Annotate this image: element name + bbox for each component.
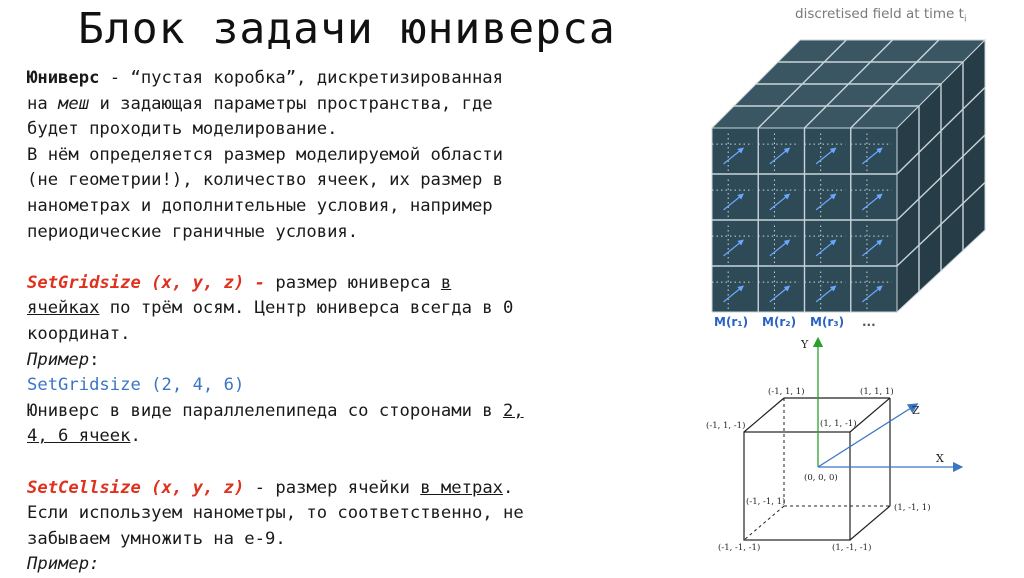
text-span: и задающая параметры пространства, где — [89, 93, 493, 114]
page-title: Блок задачи юниверса — [78, 4, 616, 54]
text-line: Пример: — [27, 554, 100, 575]
text-line: периодические граничные условия. — [27, 221, 359, 242]
text-line — [27, 92, 654, 118]
text-span: . — [503, 477, 514, 498]
y-axis-label: Y — [801, 338, 809, 351]
origin-label: (0, 0, 0) — [804, 473, 838, 483]
corner-label: (1, 1, 1) — [860, 387, 894, 397]
x-axis-label: X — [936, 452, 944, 465]
command-setcellsize: SetCellsize (x, y, z) — [27, 477, 245, 498]
body-text — [27, 66, 654, 578]
command-setgridsize: SetGridsize (x, y, z) - — [27, 272, 265, 293]
discretised-field-cube — [700, 30, 1000, 336]
z-axis — [818, 406, 914, 467]
example-label: Пример — [27, 349, 90, 370]
caption-text: discretised field at time t — [795, 6, 964, 22]
text-span: Юниверс в виде параллелепипеда со сторонами в — [27, 400, 503, 421]
corner-label: (1, -1, -1) — [832, 543, 872, 553]
corner-label: (-1, 1, 1) — [768, 387, 805, 397]
text-span: по трём осям. Центр юниверса всегда в 0 — [99, 298, 514, 319]
text-span: - “пустая коробка”, дискретизированная — [99, 68, 503, 88]
text-line: В нём определяется размер моделируемой области — [27, 144, 503, 165]
underlined-text: в — [440, 272, 452, 293]
caption-sub: i — [963, 14, 967, 25]
text-line: (не геометрии!), количество ячеек, их размер в — [27, 170, 503, 191]
cell-label-more: ... — [862, 315, 876, 329]
cell-label-3: M(r₃) — [810, 315, 845, 329]
text-line: нанометрах и дополнительные условия, например — [27, 195, 493, 216]
term-mesh: меш — [58, 93, 90, 114]
text-line — [27, 476, 654, 502]
text-line — [27, 399, 654, 425]
text-line — [27, 424, 654, 450]
text-span: размер юниверса — [265, 272, 441, 293]
corner-label: (-1, 1, -1) — [706, 421, 746, 431]
text-line — [27, 348, 654, 374]
code-example: SetGridsize (2, 4, 6) — [27, 375, 245, 396]
text-line — [27, 66, 654, 92]
corner-label: (-1, -1, 1) — [746, 497, 786, 507]
coordinate-diagram — [700, 334, 1000, 570]
corner-label: (1, 1, -1) — [820, 419, 857, 429]
text-span: : — [89, 349, 100, 370]
cell-label-1: M(r₁) — [714, 315, 749, 329]
cell-label-2: M(r₂) — [762, 315, 797, 329]
underlined-text: ячейках — [27, 298, 100, 319]
cube-edges — [744, 398, 890, 540]
underlined-text: 2, — [503, 400, 524, 421]
corner-label: (1, -1, 1) — [894, 503, 931, 513]
z-axis-label: Z — [912, 404, 920, 417]
text-span: - размер ячейки — [244, 477, 421, 498]
text-line: координат. — [27, 323, 131, 344]
text-line — [27, 296, 654, 322]
underlined-text: в метрах — [420, 477, 504, 498]
cube-back-edges — [744, 398, 890, 540]
term-universe: Юниверс — [27, 68, 100, 88]
text-span: . — [130, 426, 141, 447]
text-span: на — [27, 93, 59, 114]
underlined-text: 4, 6 ячеек — [27, 426, 131, 447]
text-line — [27, 271, 654, 297]
text-line: Если используем нанометры, то соответственно, не — [27, 503, 524, 524]
text-line: забываем умножить на e-9. — [27, 528, 286, 549]
corner-label: (-1, -1, -1) — [718, 543, 761, 553]
figure-caption — [795, 6, 966, 25]
text-line: будет проходить моделирование. — [27, 119, 338, 140]
